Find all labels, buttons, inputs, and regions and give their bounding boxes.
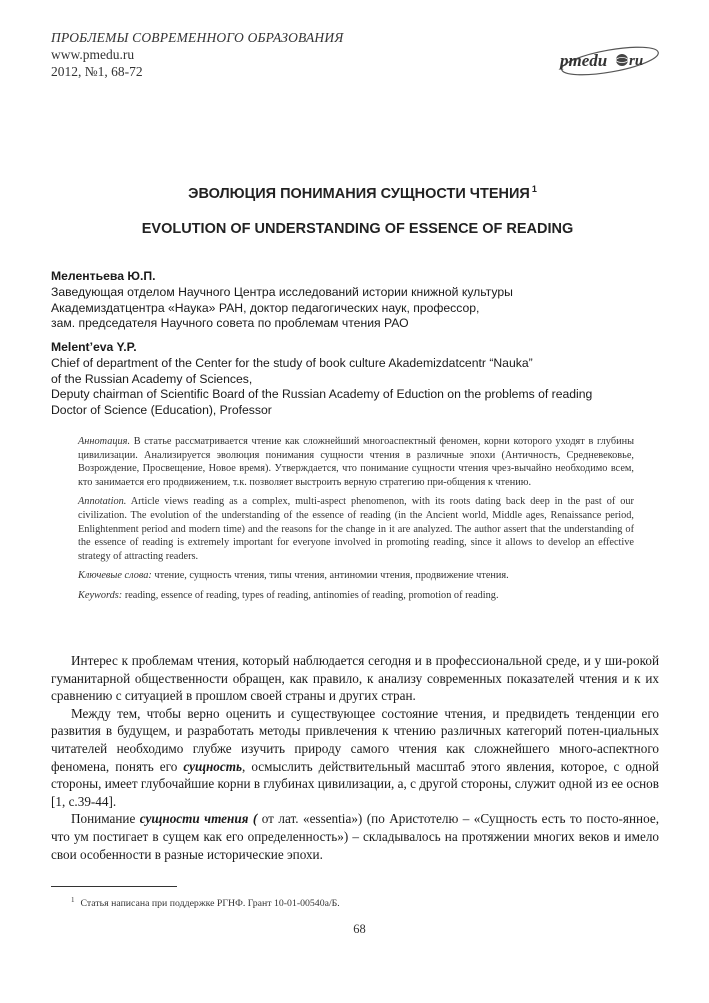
- footnote-text: Статья написана при поддержке РГНФ. Грант 10-01-00540а/Б.: [80, 898, 340, 909]
- author-affiliation-line: зам. председателя Научного совета по проблемам чтения РАО: [51, 316, 409, 331]
- journal-issue: 2012, №1, 68-72: [51, 64, 143, 79]
- abstract-ru: [78, 435, 634, 489]
- journal-header: [51, 29, 343, 80]
- title-footnote-mark: 1: [531, 184, 537, 194]
- footnote-mark: 1: [71, 896, 75, 904]
- page-number: 68: [353, 922, 366, 936]
- abstract-en-label: Annotation.: [78, 496, 127, 508]
- article-body: [51, 652, 659, 863]
- author-affiliation-line: Заведующая отделом Научного Центра исследований истории книжной культуры: [51, 284, 513, 299]
- abstract-ru-label: Аннотация.: [78, 436, 131, 447]
- keywords-en: [78, 589, 634, 603]
- emphasis-term: сущность: [183, 758, 243, 774]
- author-affiliation-line: Doctor of Science (Education), Professor: [51, 403, 272, 418]
- abstract-en-text: Article views reading as a complex, multi-aspect phenomenon, with its roots dating back deep in the past of our civilization. The evolution of the understanding of the essence of reading (in the Ancient world, Middle ages, Renaissance period, Enlightenment period and modern time) and the reasons for the change in it are analyzed. The author assert that the understanding of the essence of reading is extremely important for everyone involved in promoting reading, since it allows to develop an effective strategy of attracting readers.: [78, 496, 634, 562]
- author-block-ru: [51, 269, 671, 332]
- footnote-separator: [51, 886, 177, 887]
- abstract-en: [78, 495, 634, 563]
- keywords-ru: [78, 569, 634, 583]
- author-name-ru: Мелентьева Ю.П.: [51, 269, 156, 283]
- abstract-block: [78, 435, 634, 609]
- body-paragraph: Понимание сущности чтения ( от лат. «essentia») (по Аристотелю – «Сущность есть то посто-янное, что ум постигает в сущем как его определенность») – складывалось на протяжении многих веков и имело свои особенности в разные исторические эпохи.: [51, 811, 660, 862]
- keywords-en-label: Keywords:: [78, 589, 123, 601]
- author-name-en: Melent’eva Y.P.: [51, 340, 137, 354]
- body-paragraph: Интерес к проблемам чтения, который наблюдается сегодня и в профессиональной среде, и у ши-рокой гуманитарной общественности обращен, как правило, к анализу современных показателей чтения и к их сравнению с ситуацией в прошлом своей страны и других стран.: [51, 653, 659, 704]
- keywords-ru-label: Ключевые слова:: [78, 570, 152, 582]
- body-paragraph: Между тем, чтобы верно оценить и существующее состояние чтения, и предвидеть тенденции его развития в будущем, и разработать методы привлечения к чтению различных категорий потен-циальных читателей необходимо глубже изучить природу самого чтения как сложнейшего много-аспектного феномена, понять его сущность, осмыслить действительный масштаб этого явления, которое, с одной стороны, имеет глубочайшие корни в глубинах цивилизации, а, с другой стороны, служит одной из ее основ [1, с.39-44].: [51, 705, 659, 809]
- author-block-en: [51, 340, 671, 419]
- author-affiliation-line: Deputy chairman of Scientific Board of the Russian Academy of Eduction on the problems of reading: [51, 387, 593, 402]
- author-affiliation-line: Chief of department of the Center for the study of book culture Akademizdatcentr “Nauka”: [51, 355, 533, 370]
- abstract-ru-text: В статье рассматривается чтение как сложнейший многоаспектный феномен, корни которого уходят в глубины цивилизации. Анализируется эволюция понимания сущности чтения в различные эпохи (Античность, Средневековье, Возрождение, Просвещение, Новое время). Утверждается, что понимание сущности чтения чрез-вычайно необходимо всем, кто занимается его продвижением, т.к. позволяет выстроить верную стратегию при-общения к чтению.: [78, 436, 635, 488]
- article-title-en: EVOLUTION OF UNDERSTANDING OF ESSENCE OF READING: [141, 221, 574, 237]
- emphasis-term: сущности чтения (: [139, 811, 258, 827]
- svg-text:pmedu: pmedu: [560, 51, 608, 70]
- journal-website: www.pmedu.ru: [51, 47, 135, 62]
- svg-text:ru: ru: [629, 53, 644, 69]
- keywords-ru-text: чтение, сущность чтения, типы чтения, антиномии чтения, продвижение чтения.: [154, 570, 509, 582]
- keywords-en-text: reading, essence of reading, types of reading, antinomies of reading, promotion of reading.: [124, 589, 499, 601]
- author-affiliation-line: of the Russian Academy of Sciences,: [51, 371, 253, 386]
- author-affiliation-line: Академиздатцентра «Наука» РАН, доктор педагогических наук, профессор,: [51, 300, 480, 315]
- journal-name: ПРОБЛЕМЫ СОВРЕМЕННОГО ОБРАЗОВАНИЯ: [51, 30, 344, 45]
- article-title-ru: ЭВОЛЮЦИЯ ПОНИМАНИЯ СУЩНОСТИ ЧТЕНИЯ $^1$: [188, 184, 537, 202]
- footnote: [71, 896, 340, 909]
- pmedu-logo: [556, 40, 660, 78]
